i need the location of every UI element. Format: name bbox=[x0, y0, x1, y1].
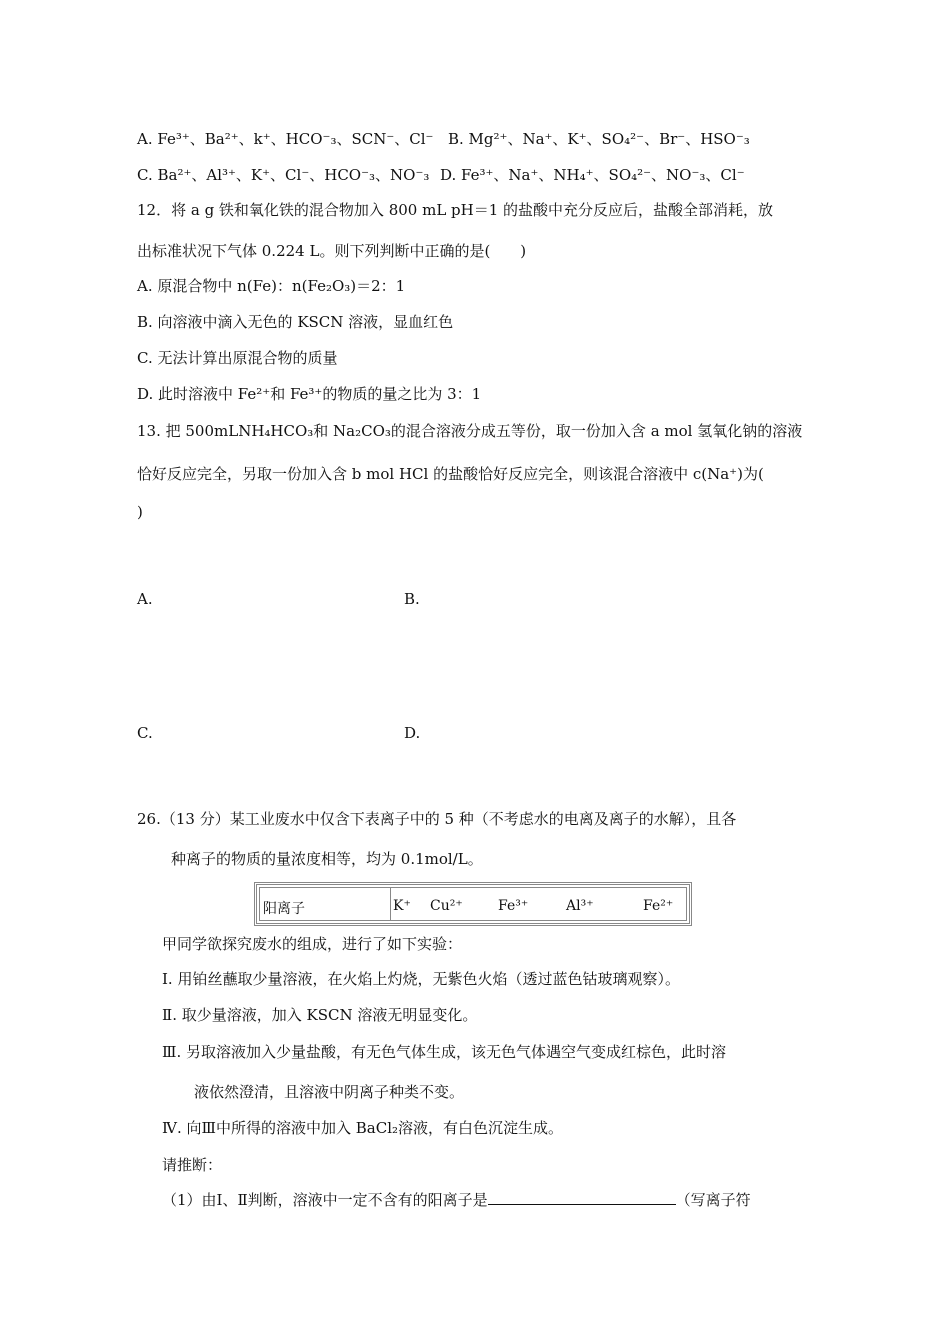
q13-stem-line-2: 恰好反应完全，另取一份加入含 b mol HCl 的盐酸恰好反应完全，则该混合溶液中 c(Na⁺)为( bbox=[137, 465, 764, 483]
q26-step-4: Ⅳ. 向Ⅲ中所得的溶液中加入 BaCl₂溶液，有白色沉淀生成。 bbox=[162, 1119, 564, 1137]
answer-blank[interactable] bbox=[488, 1190, 676, 1205]
q26-step-1: Ⅰ. 用铂丝蘸取少量溶液，在火焰上灼烧，无紫色火焰（透过蓝色钴玻璃观察）。 bbox=[162, 970, 680, 988]
q13-stem-line-3: ) bbox=[137, 503, 143, 521]
q26-step-3-line-1: Ⅲ. 另取溶液加入少量盐酸，有无色气体生成，该无色气体遇空气变成红棕色，此时溶 bbox=[162, 1043, 727, 1061]
q26-stem-line-2: 种离子的物质的量浓度相等，均为 0.1mol/L。 bbox=[171, 850, 483, 868]
q13-option-d-label: D. bbox=[404, 724, 421, 742]
q13-option-c-label: C. bbox=[137, 724, 153, 742]
q12-option-c: C. 无法计算出原混合物的质量 bbox=[137, 349, 338, 367]
q26-sub-question-1 bbox=[162, 1190, 751, 1210]
q13-option-b-label: B. bbox=[404, 590, 420, 608]
q26-step-2: Ⅱ. 取少量溶液，加入 KSCN 溶液无明显变化。 bbox=[162, 1006, 478, 1024]
cation-fe2: Fe²⁺ bbox=[643, 898, 674, 914]
q13-stem-line-1: 13. 把 500mLNH₄HCO₃和 Na₂CO₃的混合溶液分成五等份，取一份加入含 a mol 氢氧化钠的溶液 bbox=[137, 422, 803, 440]
q12-stem-line-2: 出标准状况下气体 0.224 L。则下列判断中正确的是( ) bbox=[137, 242, 527, 260]
q13-option-a-label: A. bbox=[137, 590, 153, 608]
cation-table-divider bbox=[390, 888, 391, 920]
q12-option-d: D. 此时溶液中 Fe²⁺和 Fe³⁺的物质的量之比为 3：1 bbox=[137, 385, 482, 403]
q26-sub1-tail: （写离子符 bbox=[675, 1191, 751, 1209]
q26-sub1-text: （1）由Ⅰ、Ⅱ判断，溶液中一定不含有的阳离子是 bbox=[162, 1191, 488, 1209]
q26-intro: 甲同学欲探究废水的组成，进行了如下实验： bbox=[162, 935, 463, 953]
q12-option-b: B. 向溶液中滴入无色的 KSCN 溶液，显血红色 bbox=[137, 313, 454, 331]
q12-option-a: A. 原混合物中 n(Fe)：n(Fe₂O₃)＝2：1 bbox=[137, 277, 406, 295]
cation-table-header: 阳离子 bbox=[263, 901, 305, 917]
cation-k: K⁺ bbox=[393, 898, 411, 914]
cation-fe3: Fe³⁺ bbox=[498, 898, 529, 914]
cation-table bbox=[254, 882, 692, 926]
cation-al: Al³⁺ bbox=[566, 898, 594, 914]
q11-option-d: D. Fe³⁺、Na⁺、NH₄⁺、SO₄²⁻、NO⁻₃、Cl⁻ bbox=[440, 166, 745, 184]
cation-cu: Cu²⁺ bbox=[430, 898, 463, 914]
cation-table-inner bbox=[259, 887, 687, 921]
q11-option-a: A. Fe³⁺、Ba²⁺、k⁺、HCO⁻₃、SCN⁻、Cl⁻ bbox=[137, 130, 434, 148]
q11-option-b: B. Mg²⁺、Na⁺、K⁺、SO₄²⁻、Br⁻、HSO⁻₃ bbox=[448, 130, 750, 148]
q26-step-3-line-2: 液依然澄清，且溶液中阴离子种类不变。 bbox=[194, 1083, 465, 1101]
q12-stem-line-1: 12．将 a g 铁和氧化铁的混合物加入 800 mL pH＝1 的盐酸中充分反应后，盐酸全部消耗，放 bbox=[137, 201, 774, 219]
q11-option-c: C. Ba²⁺、Al³⁺、K⁺、Cl⁻、HCO⁻₃、NO⁻₃ bbox=[137, 166, 430, 184]
q26-prompt: 请推断： bbox=[162, 1156, 223, 1174]
q26-stem-line-1: 26.（13 分）某工业废水中仅含下表离子中的 5 种（不考虑水的电离及离子的水解），且各 bbox=[137, 810, 737, 828]
